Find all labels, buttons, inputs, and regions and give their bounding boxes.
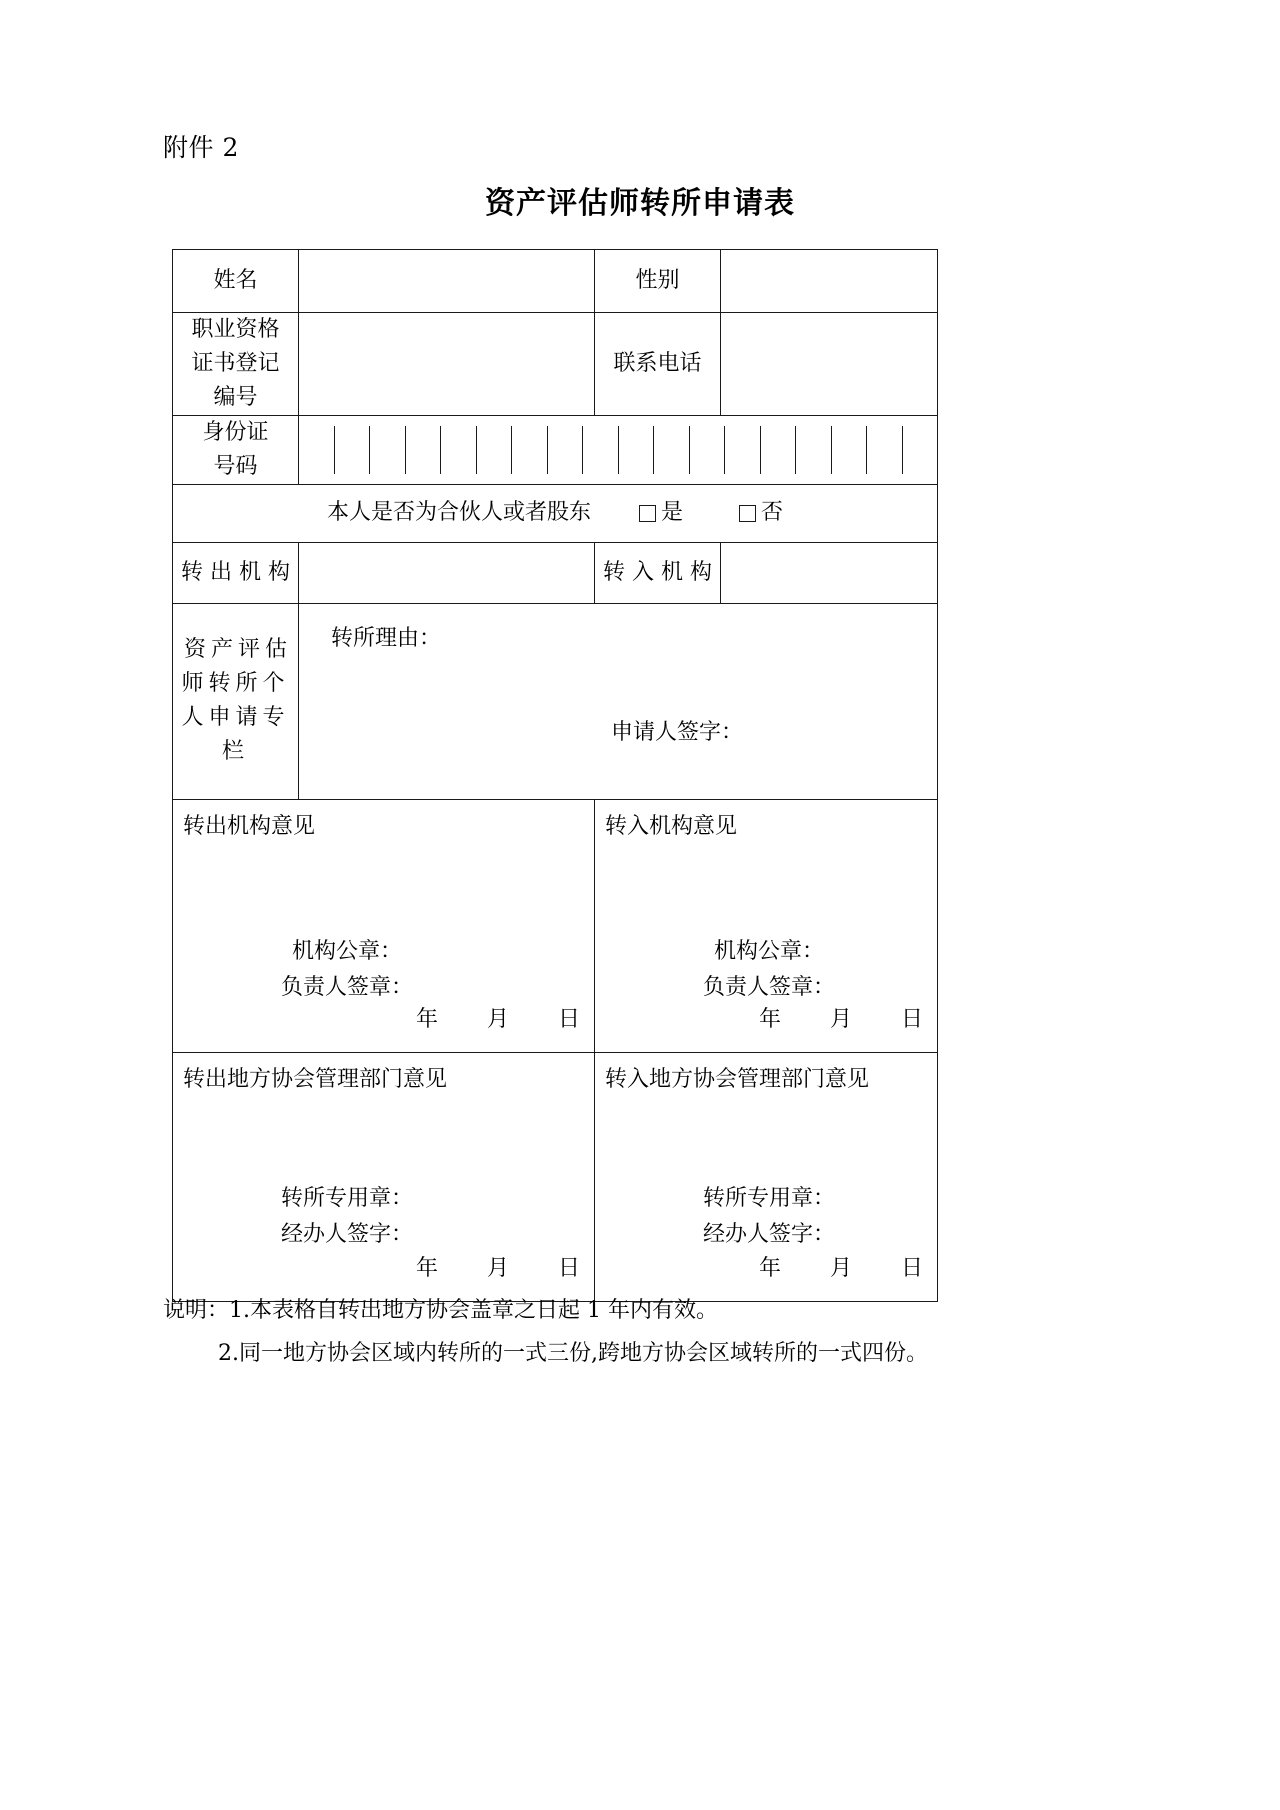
table-row-id-number [173,416,938,485]
input-name[interactable] [299,250,595,313]
partner-question-cell [173,485,938,542]
date-month-in-org: 月 [829,1007,852,1033]
date-year-in-assoc: 年 [758,1256,781,1282]
label-transfer-in-institution: 转入机构 [595,542,721,603]
id-number-box-group[interactable] [299,426,937,474]
label-applicant-signature: 申请人签字： [611,719,744,745]
id-number-box[interactable] [725,426,761,474]
input-phone[interactable] [721,313,938,416]
table-row-institutions [173,542,938,603]
footer-note-line-2: 2.同一地方协会区域内转所的一式三份,跨地方协会区域转所的一式四份。 [218,1340,928,1366]
id-number-box[interactable] [867,426,903,474]
date-year-in-org: 年 [758,1007,781,1033]
checkbox-option-no[interactable] [739,496,783,530]
title-transfer-out-org-opinion: 转出机构意见 [183,813,316,839]
opinion-cell-transfer-in-association[interactable] [595,1052,938,1301]
input-transfer-in-institution[interactable] [721,542,938,603]
footer-notes [163,1290,1123,1376]
date-line-transfer-out-org [416,1003,580,1037]
label-phone: 联系电话 [595,313,721,416]
opinion-cell-transfer-out-org[interactable] [173,799,595,1052]
input-transfer-out-institution[interactable] [299,542,595,603]
id-number-box[interactable] [548,426,584,474]
signature-block-transfer-in-association [703,1181,835,1254]
title-transfer-in-org-opinion: 转入机构意见 [605,813,738,839]
personal-application-body[interactable] [299,603,938,799]
date-month-out-assoc: 月 [486,1256,509,1282]
page-title: 资产评估师转所申请表 [485,186,795,221]
id-number-box[interactable] [690,426,726,474]
title-transfer-out-association-opinion: 转出地方协会管理部门意见 [183,1066,448,1092]
label-assoc-handler-sign-out: 经办人签字： [281,1221,414,1247]
id-number-box[interactable] [583,426,619,474]
partner-question-text: 本人是否为合伙人或者股东 [326,500,591,526]
id-number-box[interactable] [761,426,797,474]
table-row-partner-question [173,485,938,542]
attachment-label: 附件 2 [163,133,239,162]
label-assoc-seal-out: 转所专用章： [281,1185,414,1211]
label-personal-application-column: 资产评估师转所个人申请专栏 [173,603,299,799]
label-transfer-reason: 转所理由： [331,625,442,651]
label-id-line1: 身份证 [202,420,269,446]
label-org-leader-sign-out: 负责人签章： [281,974,414,1000]
date-month-out-org: 月 [486,1007,509,1033]
input-id-number-boxes[interactable] [299,416,938,485]
input-certificate-number[interactable] [299,313,595,416]
opinion-cell-transfer-in-org[interactable] [595,799,938,1052]
id-number-box[interactable] [441,426,477,474]
id-number-box[interactable] [335,426,371,474]
id-number-box[interactable] [654,426,690,474]
date-day-in-assoc: 日 [900,1256,923,1282]
id-number-box[interactable] [796,426,832,474]
checkbox-option-yes[interactable] [639,496,683,530]
label-assoc-seal-in: 转所专用章： [703,1185,836,1211]
signature-block-transfer-in-org [703,934,835,1007]
label-assoc-handler-sign-in: 经办人签字： [703,1221,836,1247]
date-day-out-org: 日 [557,1007,580,1033]
label-org-seal-out: 机构公章： [292,938,403,964]
title-transfer-in-association-opinion: 转入地方协会管理部门意见 [605,1066,870,1092]
label-name: 姓名 [173,250,299,313]
label-id-number [173,416,299,485]
id-number-box[interactable] [832,426,868,474]
date-month-in-assoc: 月 [829,1256,852,1282]
label-transfer-out-institution: 转出机构 [173,542,299,603]
date-line-transfer-out-association [416,1252,580,1286]
id-number-box[interactable] [299,426,335,474]
id-number-box[interactable] [406,426,442,474]
checkbox-icon-no[interactable] [739,505,756,522]
footer-note-line-1: 说明：1.本表格自转出地方协会盖章之日起 1 年内有效。 [163,1298,718,1323]
label-org-leader-sign-in: 负责人签章： [703,974,836,1000]
date-line-transfer-in-association [759,1252,923,1286]
label-certificate-number [173,313,299,416]
label-id-line2: 号码 [213,454,258,480]
table-row-association-opinions [173,1052,938,1301]
checkbox-label-yes: 是 [660,500,683,526]
id-number-box[interactable] [903,426,938,474]
signature-block-transfer-out-association [281,1181,413,1254]
id-number-box[interactable] [512,426,548,474]
date-year-out-org: 年 [415,1007,438,1033]
application-form-table [172,249,938,1302]
date-year-out-assoc: 年 [415,1256,438,1282]
opinion-cell-transfer-out-association[interactable] [173,1052,595,1301]
label-certificate-line3: 编号 [213,385,258,411]
id-number-box[interactable] [370,426,406,474]
input-gender[interactable] [721,250,938,313]
label-certificate-line2: 证书登记 [191,351,280,377]
checkbox-icon-yes[interactable] [639,505,656,522]
table-row-organization-opinions [173,799,938,1052]
id-number-box[interactable] [477,426,513,474]
date-day-in-org: 日 [900,1007,923,1033]
date-line-transfer-in-org [759,1003,923,1037]
label-certificate-line1: 职业资格 [191,317,280,342]
table-row-certificate [173,313,938,416]
id-number-box[interactable] [619,426,655,474]
label-gender: 性别 [595,250,721,313]
table-row-personal-application [173,603,938,799]
label-org-seal-in: 机构公章： [714,938,825,964]
checkbox-label-no: 否 [761,500,784,526]
date-day-out-assoc: 日 [557,1256,580,1282]
table-row-name [173,250,938,313]
signature-block-transfer-out-org [281,934,413,1007]
